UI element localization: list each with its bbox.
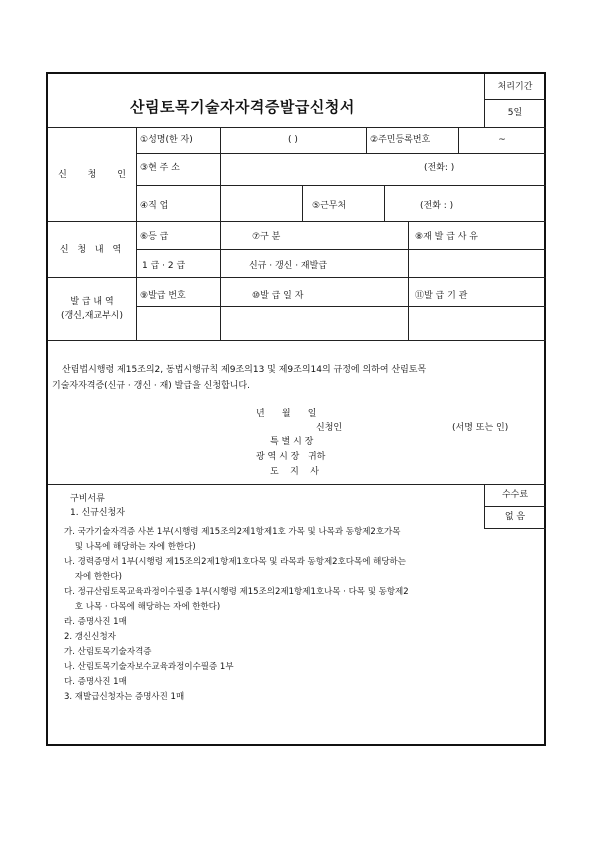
issue-number-label: ⑨발급 번호 [140,291,186,301]
issue-date-label: ⑩발 급 일 자 [252,291,304,301]
reissue-reason-label: ⑧재 발 급 사 유 [415,232,478,242]
name-field[interactable]: ( ) [288,135,298,145]
list-item: 가. 국가기술자격증 사본 1부(시행령 제15조의2제1항제1호 가목 및 나목과 동항제2호가목 [64,527,401,537]
fee-label: 수수료 [501,490,529,500]
processing-period-value: 5일 [507,108,523,118]
list-item: 나. 경력증명서 1부(시행령 제15조의2제1항제1호다목 및 라목과 동항제2호다목에 해당하는 [64,557,406,567]
job-label: ④직 업 [140,201,169,211]
type-label: ⑦구 분 [252,232,281,242]
list-item: 3. 재발급신청자는 증명사진 1매 [64,692,185,702]
type-value[interactable]: 신규 · 갱신 · 재발급 [248,261,328,271]
statement-line-2: 기술자자격증(신규 · 갱신 · 재) 발급을 신청합니다. [52,381,250,391]
documents-header: 구비서류 [70,494,105,504]
list-item: 가. 산림토목기술자격증 [64,647,152,657]
application-form [46,72,546,746]
issue-org-label: ⑪발 급 기 관 [415,291,468,301]
list-item: 1. 신규신청자 [70,508,125,518]
list-item: 다. 증명사진 1매 [64,677,127,687]
recipient-line-1: 특 별 시 장 [270,437,314,447]
statement-applicant: 신청인 [316,423,343,433]
list-item: 2. 갱신신청자 [64,632,116,642]
grade-value[interactable]: 1 급 · 2 급 [142,261,186,271]
address-phone-field[interactable]: (전화: ) [424,163,455,173]
list-item: 나. 산림토목기술자보수교육과정이수필증 1부 [64,662,234,672]
list-item: 자에 한한다) [64,572,122,582]
name-label: ①성명(한 자) [140,135,193,145]
statement-line-1: 산림법시행령 제15조의2, 동법시행규칙 제9조의13 및 제9조의14의 규정에 의하여 산림토목 [62,365,427,375]
rrn-field[interactable]: ~ [498,135,506,145]
list-item: 다. 정규산림토목교육과정이수필증 1부(시행령 제15조의2제1항제1호나목 · 다목 및 동항제2 [64,587,409,597]
processing-period-label: 처리기간 [497,82,533,92]
list-item: 호 나목 · 다목에 해당하는 자에 한한다) [64,602,221,612]
address-label: ③현 주 소 [140,163,180,173]
statement-date[interactable]: 년 월 일 [256,409,317,419]
recipient-line-3: 도 지 사 [270,467,319,477]
grade-label: ⑥등 급 [140,232,169,242]
list-item: 및 나목에 해당하는 자에 한한다) [64,542,196,552]
list-item: 라. 증명사진 1매 [64,617,127,627]
workplace-phone-field[interactable]: (전화 : ) [420,201,454,211]
recipient-line-2: 광 역 시 장 귀하 [256,452,326,462]
workplace-label: ⑤근무처 [312,201,347,211]
form-title: 산림토목기술자자격증발급신청서 [130,98,355,116]
rrn-label: ②주민등록번호 [370,135,431,145]
applicant-section-label: 신 청 인 [58,170,126,180]
documents-list [64,507,480,703]
fee-value: 없 음 [504,512,526,522]
request-section-label: 신 청 내 역 [59,245,125,255]
issue-section-sublabel: (갱신,재교부시) [60,311,124,321]
statement-sign[interactable]: (서명 또는 인) [452,423,509,433]
issue-section-label: 발 급 내 역 [70,297,114,307]
